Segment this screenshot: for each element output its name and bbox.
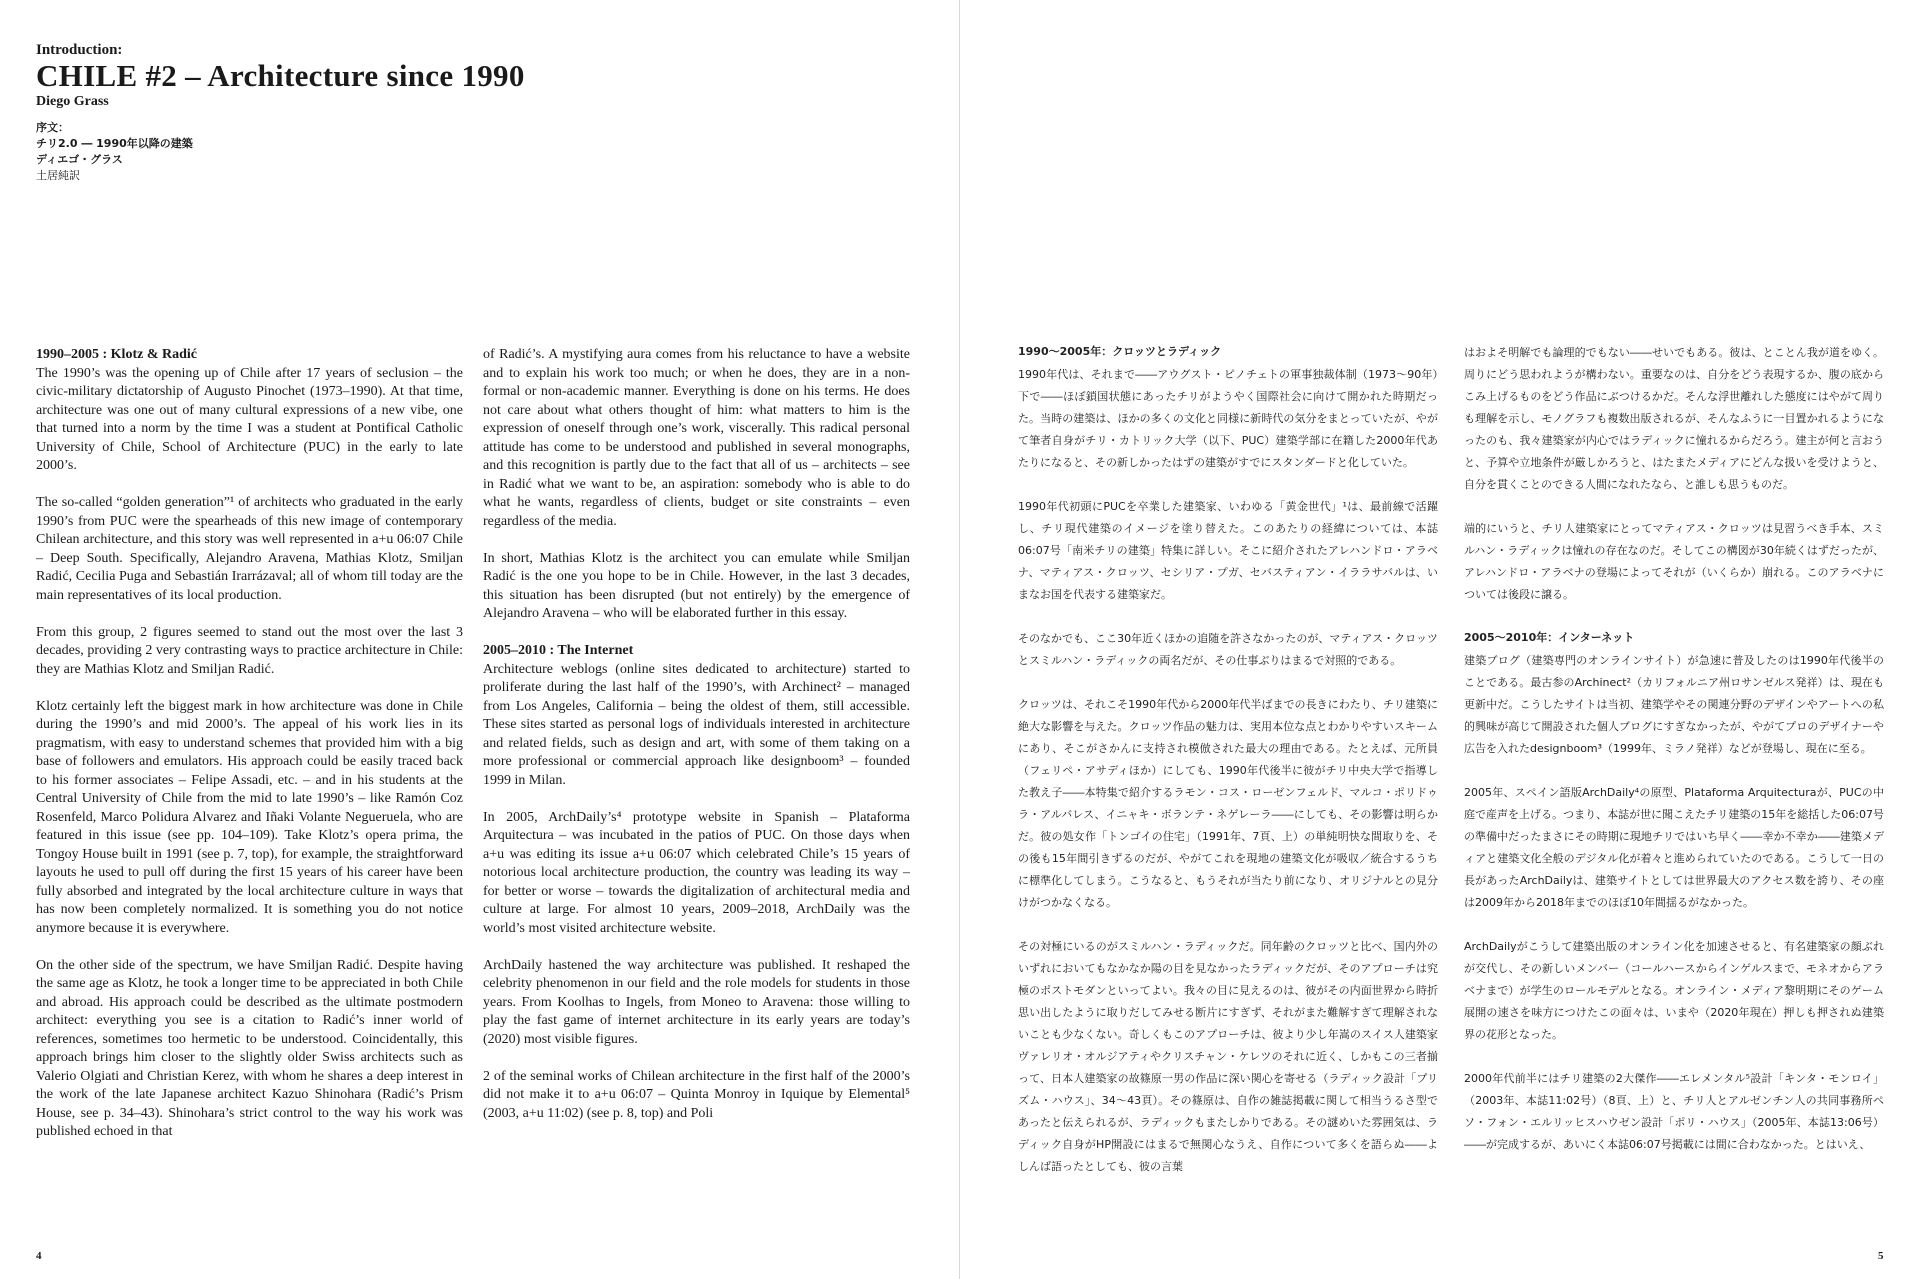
section-heading-1990: 1990–2005 : Klotz & Radić <box>36 347 197 362</box>
jp-paragraph: 端的にいうと、チリ人建築家にとってマティアス・クロッツは見習うべき手本、スミルハン・ラディックは憧れの存在なのだ。そしてこの構図が30年続くはずだったが、アレハンドロ・アラベナの登場によってそれが（いくらか）崩れる。このアラベナについては後段に譲る。 <box>1464 522 1884 601</box>
paragraph: In short, Mathias Klotz is the architect you can emulate while Smiljan Radić is the one you hope to be in Chile. However, in the last 3 decades, this situation has been disrupted (but not entirely) by the emergence of Alejandro Aravena – who will be elaborated further in this essay. <box>483 550 910 621</box>
jp-author: ディエゴ・グラス <box>36 153 123 166</box>
jp-paragraph: そのなかでも、ここ30年近くほかの追随を許さなかったのが、マティアス・クロッツとスミルハン・ラディックの両名だが、その仕事ぶりはまるで対照的である。 <box>1018 632 1438 667</box>
left-column-1 <box>36 346 463 1226</box>
intro-label: Introduction: <box>36 42 123 58</box>
jp-section-heading-1990: 1990～2005年：クロッツとラディック <box>1018 345 1222 358</box>
jp-paragraph: クロッツは、それこそ1990年代から2000年代半ばまでの長きにわたり、チリ建築に絶大な影響を与えた。クロッツ作品の魅力は、実用本位な点とわかりやすいスキームにあり、そこがさかんに支持され模倣された最大の理由である。たとえば、元所員（フェリペ・アサディほか）にしても、1990年代後半に彼がチリ中央大学で指導した教え子――本特集で紹介するラモン・コス・ローゼンフェルド、マルコ・ポリドゥラ・アルバレス、イニャキ・ボランテ・ネゲレーラ――にしても、その影響は明らかだ。彼の処女作「トンゴイの住宅」（1991年、7頁、上）の単純明快な間取りを、その後も15年間引きずるのだが、やがてこれを現地の建築文化が吸収／統合するうちに標準化してしまう。こうなると、もうそれが当たり前になり、オリジナルとの見分けがつかなくなる。 <box>1018 698 1438 909</box>
page-number-left: 4 <box>36 1250 42 1262</box>
left-column-2 <box>483 346 910 1226</box>
jp-translator: 土居純訳 <box>36 169 80 182</box>
jp-paragraph: その対極にいるのがスミルハン・ラディックだ。同年齢のクロッツと比べ、国内外のいずれにおいてもなかなか陽の目を見なかったラディックだが、そのアプローチは究極のポストモダンといってよい。我々の目に見えるのは、彼がその内面世界から時折思い出したように取りだしてみせる断片にすぎず、それがまた難解すぎて理解されないことも少なくない。奇しくもこのアプローチは、彼より少し年嵩のスイス人建築家ヴァレリオ・オルジアティやクリスチャン・ケレツのそれに近く、しかもこの三者揃って、日本人建築家の故篠原一男の作品に深い関心を寄せる（ラディック設計「プリズム・ハウス」、34～43頁）。その篠原は、自作の雑誌掲載に関して相当うるさ型であったと伝えられるが、ラディックもまたしかりである。その謎めいた雰囲気は、ラディック自身がHP開設にはまるで無関心なうえ、自作について多くを語らぬ――よしんば語ったとしても、彼の言葉 <box>1018 940 1438 1173</box>
author-name: Diego Grass <box>36 94 109 109</box>
jp-title: チリ2.0 ― 1990年以降の建築 <box>36 137 193 150</box>
paragraph: Architecture weblogs (online sites dedicated to architecture) started to proliferate during the last half of the 1990’s, with Archinect² – managed from Los Angeles, California – being the oldest of them, still accessible. These sites started as personal logs of individuals interested in architecture and related fields, such as design and art, with some of them taking on a more professional or commercial approach like designboom³ – founded 1999 in Milan. <box>483 661 910 788</box>
paragraph: From this group, 2 figures seemed to stand out the most over the last 3 decades, providing 2 very contrasting ways to practice architecture in Chile: they are Mathias Klotz and Smiljan Radić. <box>36 624 463 677</box>
paragraph: ArchDaily hastened the way architecture was published. It reshaped the celebrity phenomenon in our field and the role models for students in those years. From Koolhas to Ingels, from Moneo to Aravena: those willing to play the fast game of internet architecture in its early years are today’s (2020) most visible figures. <box>483 957 910 1047</box>
page-number-right: 5 <box>1878 1250 1884 1262</box>
right-column-1 <box>1018 342 1438 1232</box>
jp-title-block <box>36 120 736 184</box>
paragraph: On the other side of the spectrum, we have Smiljan Radić. Despite having the same age as Klotz, he took a longer time to be appreciated in both Chile and abroad. His approach could be described as the ultimate postmodern architect: everything you see is a citation to Radić’s inner world of references, sometimes too hermetic to be understood. Coincidentally, this approach brings him closer to the slightly older Swiss architects such as Valerio Olgiati and Christian Kerez, with whom he shares a deep interest in the work of the late Japanese architect Kazuo Shinohara (Radić’s Prism House, see p. 34–43). Shinohara’s strict control to the way his work was published echoed in that <box>36 957 463 1139</box>
paragraph: The so-called “golden generation”¹ of architects who graduated in the early 1990’s from PUC were the spearheads of this new image of contemporary Chilean architecture, and this story was well represented in a+u 06:07 Chile – Deep South. Specifically, Alejandro Aravena, Mathias Klotz, Smiljan Radić, Cecilia Puga and Sebastián Irarrázaval; all of whom till today are the main representatives of its local production. <box>36 495 463 603</box>
paragraph: 2 of the seminal works of Chilean architecture in the first half of the 2000’s did not make it to a+u 06:07 – Quinta Monroy in Iquique by Elemental⁵ (2003, a+u 11:02) (see p. 8, top) and Poli <box>483 1068 910 1121</box>
jp-paragraph: 2000年代前半にはチリ建築の2大傑作――エレメンタル⁵設計「キンタ・モンロイ」（2003年、本誌11:02号）（8頁、上）と、チリ人とアルゼンチン人の共同事務所ペソ・フォン・エルリッヒスハウゼン設計「ポリ・ハウス」（2005年、本誌13:06号）――が完成するが、あいにく本誌06:07号掲載には間に合わなかった。とはいえ、 <box>1464 1072 1884 1151</box>
paragraph: In 2005, ArchDaily’s⁴ prototype website in Spanish – Plataforma Arquitectura – was incubated in the patios of PUC. On those days when a+u was editing its issue a+u 06:07 which celebrated Chile’s 15 years of notorious local architecture production, the country was leading its way – for better or worse – towards the digitalization of architectural media and culture at large. For almost 10 years, 2009–2018, ArchDaily was the world’s most visited architecture website. <box>483 809 910 936</box>
jp-paragraph: 建築ブログ（建築専門のオンラインサイト）が急速に普及したのは1990年代後半のことである。最古参のArchinect²（カリフォルニア州ロサンゼルス発祥）は、現在も更新中だ。こうしたサイトは当初、建築学やその関連分野のデザインやアートへの私的興味が高じて開設された個人ブログにすぎなかったが、やがてプロのデザイナーや広告を入れたdesignboom³（1999年、ミラノ発祥）などが登場し、現在に至る。 <box>1464 654 1884 755</box>
jp-label: 序文： <box>36 121 69 134</box>
article-header <box>36 42 736 184</box>
jp-paragraph: ArchDailyがこうして建築出版のオンライン化を加速させると、有名建築家の顔ぶれが交代し、その新しいメンバー（コールハースからインゲルスまで、モネオからアラベナまで）が学生のロールモデルとなる。オンライン・メディア黎明期にそのゲーム展開の速さを味方につけたこの面々は、いまや（2020年現在）押しも押されぬ建築界の花形となった。 <box>1464 940 1884 1041</box>
paragraph: of Radić’s. A mystifying aura comes from his reluctance to have a website and to explain his work too much; or when he does, they are in a non-formal or non-academic manner. Everything is done on his terms. He does not care about what others thought of him: what matters to him is the expression of oneself through one’s work, viscerally. This radical personal attitude has come to be understood and published in several monographs, and this recognition is partly due to the fact that all of us – architects – see in Radić what we want to be, an aspiration: somebody who is able to do what he wants, regardless of clients, budget or site constraints – even regardless of the media. <box>483 347 910 529</box>
jp-section-heading-2005: 2005～2010年：インターネット <box>1464 631 1635 644</box>
jp-paragraph: 1990年代は、それまで――アウグスト・ピノチェトの軍事独裁体制（1973～90年）下で――ほぼ鎖国状態にあったチリがようやく国際社会に向けて開かれた時期だった。当時の建築は、ほかの多くの文化と同様に新時代の気分をまとっていたが、やがて筆者自身がチリ・カトリック大学（以下、PUC）建築学部に在籍した2000年代あたりになると、その新しかったはずの建築がすでにスタンダードと化していた。 <box>1018 368 1438 469</box>
section-heading-2005: 2005–2010 : The Internet <box>483 643 634 658</box>
jp-paragraph: 2005年、スペイン語版ArchDaily⁴の原型、Plataforma Arquitecturaが、PUCの中庭で産声を上げる。つまり、本誌が世に聞こえたチリ建築の15年を総括した06:07号の準備中だったまさにその時期に現地チリではいち早く――幸か不幸か――建築メディアと建築文化全般のデジタル化が着々と進められていたのである。こうして一日の長があったArchDailyは、建築サイトとしては世界最大のアクセス数を誇り、その座は2009年から2018年までのほぼ10年間揺るがなかった。 <box>1464 786 1884 909</box>
jp-paragraph: はおよそ明解でも論理的でもない――せいでもある。彼は、とことん我が道をゆく。周りにどう思われようが構わない。重要なのは、自分をどう表現するか、腹の底からこみ上げるものをどう作品にぶつけるかだ。そんな浮世離れした態度にはやがて周りも理解を示し、モノグラフも複数出版されるが、そんなふうに一目置かれるようになったのも、我々建築家が内心ではラディックに憧れるからだろう。建主が何と言おうと、予算や立地条件が厳しかろうと、はたまたメディアにどんな扱いを受けようと、自分を貫くことのできる人間になれたなら、と誰しも思うものだ。 <box>1464 346 1884 491</box>
paragraph: The 1990’s was the opening up of Chile after 17 years of seclusion – the civic-military dictatorship of Augusto Pinochet (1973–1990). At that time, architecture was one out of many cultural expressions of a new vibe, one that turned into a norm by the time I was a student at Pontifical Catholic University of Chile, School of Architecture (PUC) in the early to late 2000’s. <box>36 365 463 473</box>
jp-paragraph: 1990年代初頭にPUCを卒業した建築家、いわゆる「黄金世代」¹は、最前線で活躍し、チリ現代建築のイメージを塗り替えた。このあたりの経緯については、本誌06:07号「南米チリの建築」特集に詳しい。そこに紹介されたアレハンドロ・アラベナ、マティアス・クロッツ、セシリア・プガ、セバスティアン・イララサバルは、いまなお国を代表する建築家だ。 <box>1018 500 1438 601</box>
article-title: CHILE #2 – Architecture since 1990 <box>36 58 525 93</box>
paragraph: Klotz certainly left the biggest mark in how architecture was done in Chile during the 1990’s and mid 2000’s. The appeal of his work lies in its pragmatism, with easy to understand schemes that provided him with a big base of followers and emulators. His approach could be easily traced back to his former associates – Felipe Assadi, etc. – and in his students at the Central University of Chile from the mid to late 1990’s – like Ramón Coz Rosenfeld, Marco Polidura Alvarez and Iñaki Volante Negueruela, who are featured in this issue (see pp. 104–109). Take Klotz’s opera prima, the Tongoy House built in 1991 (see p. 7, top), for example, the straightforward layouts he used to pull off during the first 15 years of his career have been fully absorbed and integrated by the local architecture culture in ways that has now been completely normalized. It is something you do not notice anymore because it is everywhere. <box>36 698 463 936</box>
right-page <box>960 0 1920 1279</box>
right-column-2 <box>1464 342 1884 1232</box>
